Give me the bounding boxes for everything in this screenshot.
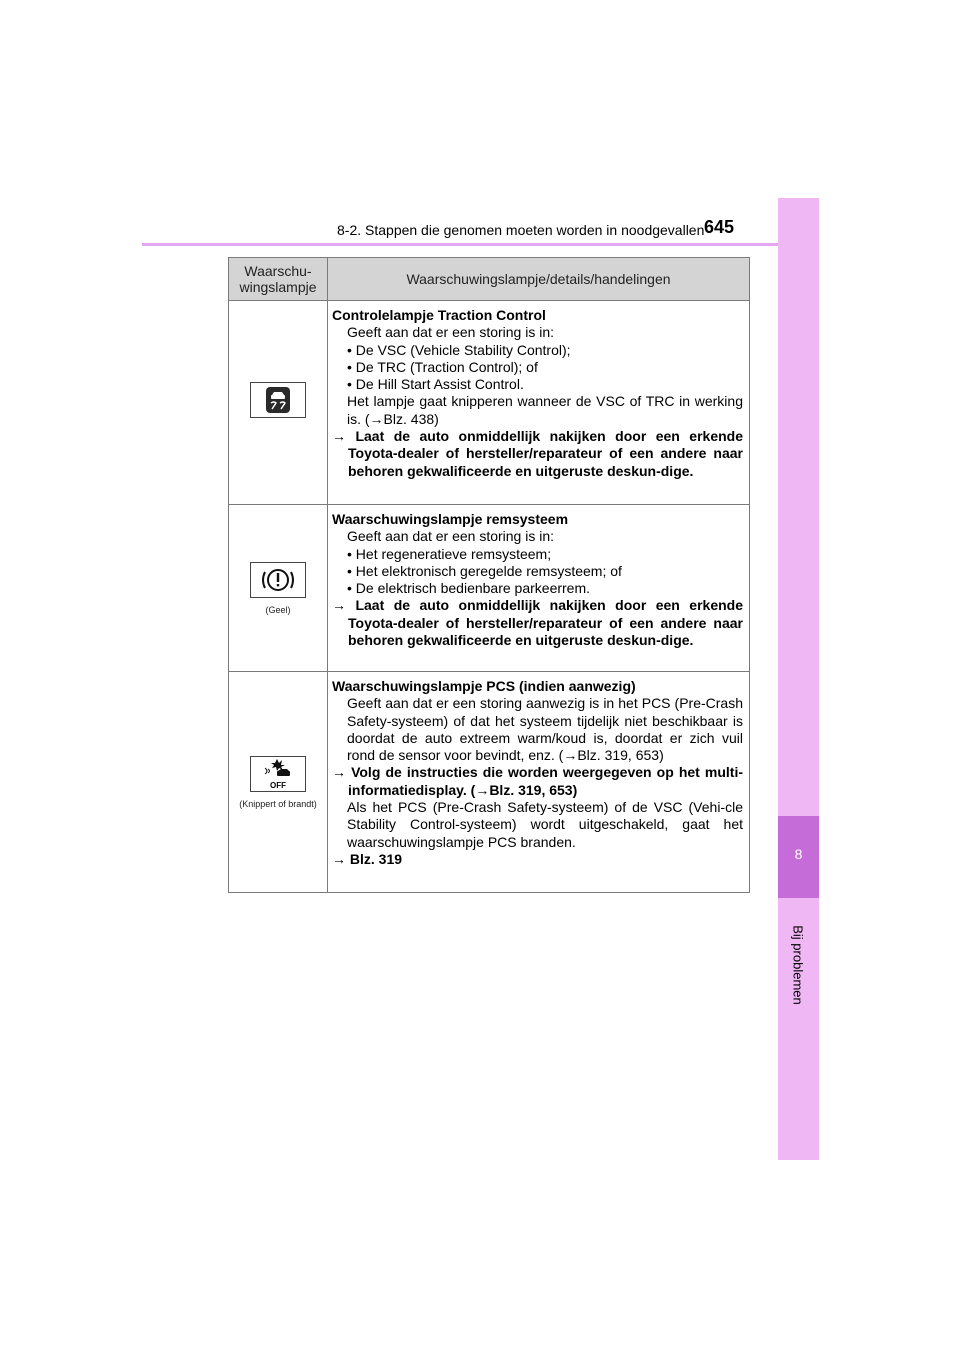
row-intro: Geeft aan dat er een storing is in: bbox=[347, 528, 555, 545]
row-intro: Geeft aan dat er een storing aanwezig is in het PCS (Pre-Crash Safety-systeem) of dat het systeem tijdelijk niet beschikbaar is doordat de auto extreem warm/koud is, doordat er zich vuil rond de sensor voor bevindt, enz. (→Blz. 319, 653) bbox=[347, 695, 743, 764]
bullet-item: • De TRC (Traction Control); of bbox=[347, 358, 538, 375]
bullet-item: • De elektrisch bedienbare parkeerrem. bbox=[347, 580, 591, 597]
row-title: Controlelampje Traction Control bbox=[332, 307, 546, 323]
arrow-icon: → bbox=[332, 428, 346, 445]
lamp-cell bbox=[229, 672, 328, 893]
bullet-item: • Het elektronisch geregelde remsysteem; of bbox=[347, 562, 622, 579]
bullet-item: • De VSC (Vehicle Stability Control); bbox=[347, 341, 571, 358]
chapter-number-tab bbox=[778, 816, 819, 898]
section-title: 8-2. Stappen die genomen moeten worden in noodgevallen bbox=[337, 222, 705, 238]
table-header-row bbox=[229, 258, 750, 301]
warning-lights-table bbox=[228, 257, 750, 893]
arrow-icon: → bbox=[332, 764, 346, 781]
lamp-note: (Knippert of brandt) bbox=[239, 798, 317, 809]
traction-control-icon bbox=[250, 382, 306, 418]
chapter-label-tab bbox=[781, 910, 815, 1020]
row-action: → Laat de auto onmiddellijk nakijken door een erkende Toyota-dealer of hersteller/reparateur of een andere naar behoren gekwalificeerde en uitgeruste deskun-dige. bbox=[332, 428, 744, 479]
pcs-off-label: OFF bbox=[270, 780, 286, 790]
chapter-number: 8 bbox=[794, 846, 803, 862]
table-row bbox=[229, 672, 750, 893]
header-rule bbox=[142, 243, 818, 246]
table-row bbox=[229, 301, 750, 505]
lamp-cell bbox=[229, 505, 328, 672]
row-title: Waarschuwingslampje remsysteem bbox=[332, 511, 569, 527]
row-extra: Het lampje gaat knipperen wanneer de VSC of TRC in werking is. (→Blz. 438) bbox=[347, 393, 743, 427]
row-action: → Laat de auto onmiddellijk nakijken door een erkende Toyota-dealer of hersteller/reparateur of een andere naar behoren gekwalificeerde en uitgeruste deskun-dige. bbox=[332, 597, 744, 649]
row-intro: Geeft aan dat er een storing is in: bbox=[347, 324, 555, 341]
lamp-cell bbox=[229, 301, 328, 505]
page-number: 645 bbox=[704, 217, 735, 237]
arrow-icon: → bbox=[332, 597, 346, 614]
chapter-label: Bij problemen bbox=[790, 925, 806, 1005]
row-extra: Als het PCS (Pre-Crash Safety-systeem) of de VSC (Vehi-cle Stability Control-systeem) wordt uitgeschakeld, gaat het waarschuwingslampje PCS branden. bbox=[347, 799, 743, 850]
table-row bbox=[229, 505, 750, 672]
row-title: Waarschuwingslampje PCS (indien aanwezig) bbox=[332, 678, 636, 694]
details-cell bbox=[328, 672, 750, 893]
row-action: → Blz. 319 bbox=[332, 850, 403, 867]
bullet-item: • Het regeneratieve remsysteem; bbox=[347, 545, 552, 562]
arrow-icon: → bbox=[332, 850, 346, 867]
column-header-lamp: Waarschu- wingslampje bbox=[229, 258, 328, 301]
details-cell bbox=[328, 301, 750, 505]
row-action: → Volg de instructies die worden weergegeven op het multi-informatiedisplay. (→Blz. 319, 653) bbox=[332, 764, 743, 798]
pcs-off-icon bbox=[250, 756, 306, 792]
bullet-item: • De Hill Start Assist Control. bbox=[347, 376, 524, 393]
details-cell bbox=[328, 505, 750, 672]
lamp-note: (Geel) bbox=[265, 604, 291, 615]
brake-warning-icon bbox=[250, 562, 306, 598]
column-header-details: Waarschuwingslampje/details/handelingen bbox=[328, 258, 750, 301]
